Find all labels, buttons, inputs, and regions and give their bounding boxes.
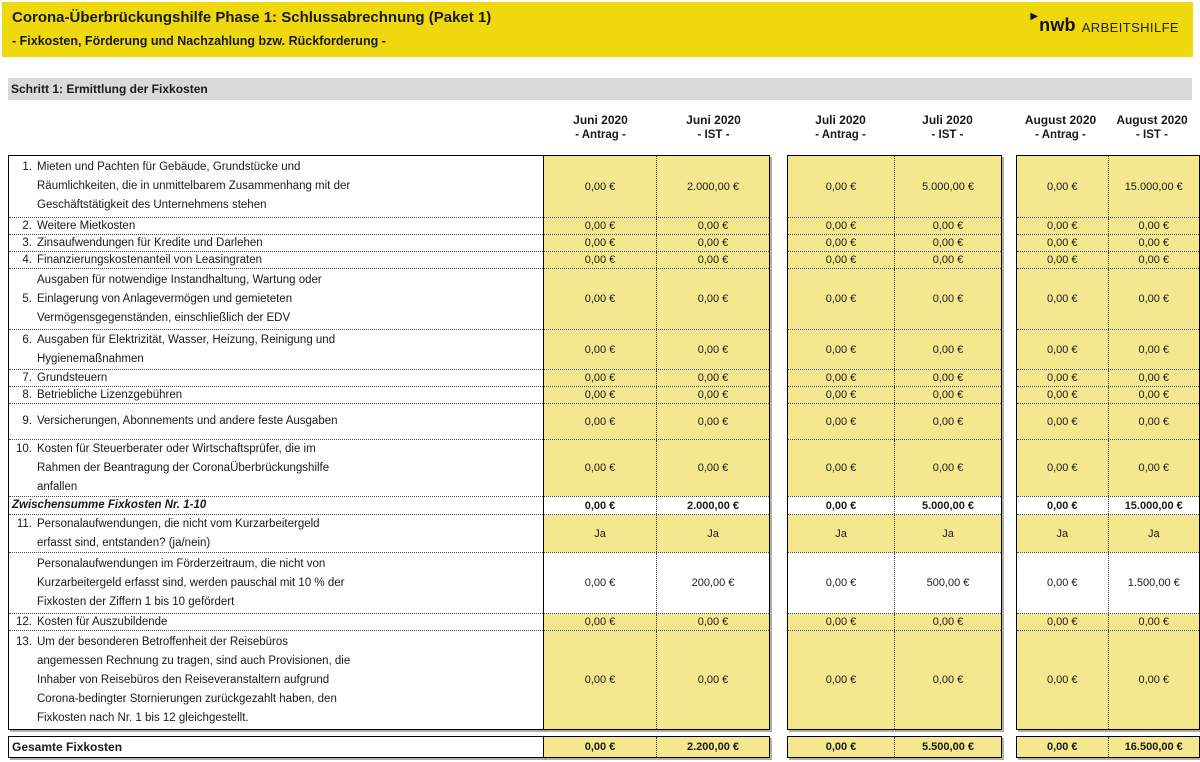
row-label-line — [12, 690, 543, 709]
table-row-values — [544, 553, 769, 614]
table-row-values — [1017, 330, 1199, 370]
row-label-text: Inhaber von Reisebüros den Reiseveranstaltern aufgrund — [37, 673, 330, 686]
value-cell[interactable]: 0,00 € — [788, 269, 895, 329]
total-cell: 5.500,00 € — [922, 741, 974, 753]
value-cell[interactable]: 0,00 € — [788, 330, 895, 369]
value-cell[interactable]: 0,00 € — [657, 218, 769, 234]
column-month: Juni 2020 — [686, 113, 741, 127]
value-cell[interactable]: 0,00 € — [788, 440, 895, 496]
value-cell[interactable]: 0,00 € — [544, 614, 657, 630]
value-cell[interactable]: 0,00 € — [788, 156, 895, 217]
row-number — [12, 652, 32, 671]
total-cell: 0,00 € — [544, 737, 657, 757]
row-label-line — [12, 652, 543, 671]
value-cell: 15.000,00 € — [1109, 497, 1200, 514]
value-cell[interactable]: 0,00 € — [788, 387, 895, 403]
column-sub: - Antrag - — [815, 129, 866, 141]
row-label-text: Rahmen der Beantragung der CoronaÜberbrückungshilfe — [37, 461, 330, 474]
nwb-logo — [1030, 11, 1179, 57]
row-label-line — [12, 555, 543, 574]
value-cell[interactable]: Ja — [1109, 515, 1200, 552]
row-label-text: Betriebliche Lizenzgebühren — [37, 388, 183, 401]
table-row-values — [544, 269, 769, 330]
row-number — [12, 196, 32, 215]
total-label: Gesamte Fixkosten — [8, 736, 544, 758]
row-label-line — [12, 370, 543, 387]
table-row-values — [1017, 370, 1199, 387]
value-cell[interactable]: Ja — [788, 515, 895, 552]
value-cell[interactable]: 2.000,00 € — [657, 156, 769, 217]
table-row-label — [9, 370, 543, 387]
row-label-line — [12, 387, 543, 404]
row-number: 2. — [22, 219, 32, 232]
value-cell: 500,00 € — [895, 553, 1001, 613]
column-month: Juli 2020 — [922, 113, 973, 127]
row-label-line — [12, 290, 543, 309]
row-label-line — [12, 350, 543, 369]
row-label-text: Kosten für Steuerberater oder Wirtschaftsprüfer, die im — [37, 442, 316, 455]
column-month: Juni 2020 — [573, 113, 628, 127]
row-label-text: Finanzierungskostenanteil von Leasingraten — [37, 253, 263, 266]
values-block-august — [1016, 155, 1200, 730]
value-cell[interactable]: 0,00 € — [657, 370, 769, 386]
table-row-values — [788, 440, 1001, 497]
table-row-values — [544, 631, 769, 729]
value-cell[interactable]: 0,00 € — [1017, 252, 1109, 268]
value-cell[interactable]: 0,00 € — [1017, 235, 1109, 251]
table-row-values — [544, 404, 769, 440]
value-cell[interactable]: 0,00 € — [657, 252, 769, 268]
total-values-juni — [543, 736, 770, 758]
column-header-juli-antrag — [787, 113, 894, 146]
value-cell[interactable]: 0,00 € — [544, 440, 657, 496]
row-label-line — [12, 497, 543, 515]
row-label-line — [12, 309, 543, 328]
row-label-line — [12, 440, 543, 459]
row-label-line — [12, 177, 543, 196]
row-number — [12, 574, 32, 593]
title-bar — [2, 2, 1193, 57]
value-cell[interactable]: 0,00 € — [544, 370, 657, 386]
row-label-line — [12, 252, 543, 269]
value-cell[interactable]: 0,00 € — [788, 631, 895, 729]
value-cell[interactable]: 0,00 € — [1017, 614, 1109, 630]
table-row-values — [544, 156, 769, 218]
column-sub: - Antrag - — [1035, 129, 1086, 141]
row-label-line — [12, 515, 543, 534]
row-number — [12, 177, 32, 196]
table-row-values — [1017, 497, 1199, 515]
value-cell[interactable]: 0,00 € — [544, 218, 657, 234]
row-number: 5. — [22, 292, 32, 305]
value-cell[interactable]: Ja — [895, 515, 1001, 552]
row-label-line — [12, 671, 543, 690]
row-label-line — [12, 235, 543, 252]
column-month: Juli 2020 — [815, 113, 866, 127]
value-cell[interactable]: 0,00 € — [1109, 404, 1200, 439]
table-row-values — [544, 235, 769, 252]
row-label-line — [12, 158, 543, 177]
table-row-values — [1017, 515, 1199, 553]
value-cell[interactable]: 0,00 € — [1109, 614, 1200, 630]
column-header-juni-ist — [657, 113, 770, 146]
column-sub: - IST - — [1136, 129, 1168, 141]
row-number — [12, 534, 32, 553]
value-cell[interactable]: 0,00 € — [657, 387, 769, 403]
value-cell[interactable]: 0,00 € — [1017, 631, 1109, 729]
row-label-text: Personalaufwendungen im Förderzeitraum, die nicht von — [37, 557, 326, 570]
total-cell: 0,00 € — [788, 737, 895, 757]
value-cell[interactable]: 0,00 € — [788, 235, 895, 251]
value-cell[interactable]: 0,00 € — [895, 218, 1001, 234]
value-cell[interactable]: 0,00 € — [1109, 440, 1200, 496]
value-cell[interactable]: 0,00 € — [1109, 370, 1200, 386]
value-cell: 5.000,00 € — [895, 497, 1001, 514]
value-cell[interactable]: 0,00 € — [544, 235, 657, 251]
row-label-text: Fixkosten nach Nr. 1 bis 12 gleichgestellt. — [37, 711, 249, 724]
row-label-line — [12, 196, 543, 215]
table-row-values — [788, 497, 1001, 515]
section-header: Schritt 1: Ermittlung der Fixkosten — [8, 78, 1192, 100]
row-number: 1. — [22, 161, 32, 173]
table-row-label — [9, 497, 543, 515]
row-label-text: Fixkosten der Ziffern 1 bis 10 gefördert — [37, 595, 235, 608]
value-cell[interactable]: 0,00 € — [1017, 156, 1109, 217]
row-label-text: Vermögensgegenständen, einschließlich der EDV — [37, 311, 291, 324]
value-cell[interactable]: 0,00 € — [1017, 404, 1109, 439]
value-cell[interactable]: 0,00 € — [1017, 269, 1109, 329]
row-number — [12, 459, 32, 478]
value-cell[interactable]: 0,00 € — [544, 269, 657, 329]
value-cell[interactable]: 0,00 € — [788, 370, 895, 386]
title-lines — [12, 8, 491, 57]
row-label-text: Zwischensumme Fixkosten Nr. 1-10 — [12, 499, 207, 511]
table-row-label — [9, 440, 543, 497]
table-row-values — [1017, 440, 1199, 497]
row-number: 11. — [16, 517, 32, 530]
row-label-line — [12, 459, 543, 478]
value-cell[interactable]: 0,00 € — [895, 370, 1001, 386]
table-row-values — [788, 235, 1001, 252]
value-cell: 0,00 € — [1017, 553, 1109, 613]
row-label-text: Um der besonderen Betroffenheit der Reisebüros — [37, 635, 289, 648]
value-cell[interactable]: 0,00 € — [1109, 269, 1200, 329]
value-cell[interactable]: 0,00 € — [1109, 235, 1200, 251]
table-row-label — [9, 515, 543, 553]
row-label-text: Personalaufwendungen, die nicht vom Kurzarbeitergeld — [37, 517, 320, 530]
row-label-text: erfasst sind, entstanden? (ja/nein) — [37, 536, 211, 549]
row-label-text: angemessen Rechnung zu tragen, sind auch Provisionen, die — [37, 654, 351, 667]
value-cell[interactable]: 0,00 € — [544, 156, 657, 217]
table-row-values — [1017, 235, 1199, 252]
table-row-label — [9, 252, 543, 269]
row-number: 7. — [22, 371, 32, 384]
row-number: 10. — [16, 442, 32, 455]
row-label-text: Hygienemaßnahmen — [37, 352, 144, 365]
table-row-label — [9, 614, 543, 631]
value-cell[interactable]: 0,00 € — [788, 218, 895, 234]
column-header-august-antrag — [1015, 113, 1106, 146]
row-label-text: Corona-bedingter Stornierungen zurückgezahlt haben, den — [37, 692, 337, 705]
value-cell: 200,00 € — [657, 553, 769, 613]
row-number — [12, 478, 32, 497]
row-label-text: Räumlichkeiten, die in unmittelbarem Zusammenhang mit der — [37, 180, 351, 192]
value-cell: 2.000,00 € — [657, 497, 769, 514]
value-cell[interactable]: 0,00 € — [788, 252, 895, 268]
column-header-august-ist — [1106, 113, 1198, 146]
row-label-text: Ausgaben für Elektrizität, Wasser, Heizung, Reinigung und — [37, 333, 336, 346]
value-cell[interactable]: 0,00 € — [1017, 330, 1109, 369]
value-cell[interactable]: 0,00 € — [895, 631, 1001, 729]
table-row-label — [9, 218, 543, 235]
table-row-values — [1017, 252, 1199, 269]
value-cell[interactable]: 0,00 € — [788, 404, 895, 439]
total-cell: 16.500,00 € — [1124, 741, 1183, 753]
row-label-line — [12, 534, 543, 553]
row-number: 6. — [22, 333, 32, 346]
table-row-values — [788, 404, 1001, 440]
column-month: August 2020 — [1116, 113, 1188, 127]
column-header-juli-ist — [894, 113, 1001, 146]
table-row-values — [1017, 404, 1199, 440]
row-label-line — [12, 331, 543, 350]
value-cell[interactable]: 0,00 € — [895, 269, 1001, 329]
row-number: 12. — [16, 615, 32, 628]
table-row-label — [9, 235, 543, 252]
value-cell[interactable]: 0,00 € — [1017, 440, 1109, 496]
table-row-label — [9, 269, 543, 330]
table-row-values — [1017, 156, 1199, 218]
value-cell[interactable]: 0,00 € — [895, 387, 1001, 403]
table-row-values — [1017, 387, 1199, 404]
values-block-juni — [543, 155, 770, 730]
table-row-values — [788, 631, 1001, 729]
row-label-text: Mieten und Pachten für Gebäude, Grundstücke und — [37, 161, 301, 173]
table-row-values — [788, 330, 1001, 370]
row-label-text: Zinsaufwendungen für Kredite und Darlehen — [37, 236, 263, 249]
value-cell[interactable]: 0,00 € — [657, 631, 769, 729]
value-cell[interactable]: 0,00 € — [895, 235, 1001, 251]
value-cell[interactable]: 0,00 € — [657, 404, 769, 439]
value-cell: 0,00 € — [1017, 497, 1109, 514]
value-cell[interactable]: 0,00 € — [544, 387, 657, 403]
value-cell[interactable]: 0,00 € — [544, 404, 657, 439]
row-label-line — [12, 709, 543, 728]
value-cell[interactable]: 0,00 € — [544, 631, 657, 729]
row-label-line — [12, 271, 543, 290]
row-label-text: anfallen — [37, 480, 78, 493]
value-cell[interactable]: 0,00 € — [657, 269, 769, 329]
table-row-values — [788, 553, 1001, 614]
value-cell[interactable]: 0,00 € — [895, 440, 1001, 496]
row-number: 4. — [22, 253, 32, 266]
column-sub: - IST - — [931, 129, 964, 141]
row-number — [12, 671, 32, 690]
label-column-block — [8, 155, 544, 730]
total-cell: 0,00 € — [1017, 737, 1109, 757]
table-row-values — [1017, 269, 1199, 330]
value-cell[interactable]: 0,00 € — [895, 614, 1001, 630]
value-cell: 0,00 € — [544, 497, 657, 514]
row-number — [12, 555, 32, 574]
table-row-values — [1017, 553, 1199, 614]
table-row-label — [9, 631, 543, 729]
table-row-values — [788, 269, 1001, 330]
total-row — [8, 736, 1200, 758]
value-cell: 0,00 € — [544, 553, 657, 613]
total-values-august — [1016, 736, 1200, 758]
row-number — [12, 271, 32, 290]
table-row-values — [1017, 614, 1199, 631]
value-cell[interactable]: 0,00 € — [544, 252, 657, 268]
table-row-values — [788, 370, 1001, 387]
row-number — [12, 593, 32, 612]
value-cell[interactable]: 0,00 € — [788, 614, 895, 630]
table-row-values — [544, 252, 769, 269]
value-cell[interactable]: 0,00 € — [1017, 218, 1109, 234]
page-title: Corona-Überbrückungshilfe Phase 1: Schlussabrechnung (Paket 1) — [12, 9, 492, 26]
value-cell[interactable]: 0,00 € — [544, 330, 657, 369]
values-block-juli — [787, 155, 1002, 730]
row-number — [12, 690, 32, 709]
table-row-values — [544, 370, 769, 387]
row-label-text: Grundsteuern — [37, 371, 108, 384]
value-cell[interactable]: 0,00 € — [1109, 631, 1200, 729]
table-row-values — [544, 614, 769, 631]
logo-suffix: ARBEITSHILFE — [1081, 20, 1179, 35]
row-label-line — [12, 593, 543, 612]
value-cell[interactable]: 0,00 € — [895, 404, 1001, 439]
table-row-values — [1017, 218, 1199, 235]
value-cell[interactable]: 0,00 € — [1109, 252, 1200, 268]
column-month: August 2020 — [1024, 113, 1097, 127]
fixkosten-table — [8, 155, 1200, 730]
row-label-text: Einlagerung von Anlagevermögen und gemieteten — [37, 292, 293, 305]
triangle-icon: ▶ — [1030, 11, 1039, 22]
table-row-values — [544, 330, 769, 370]
table-row-values — [544, 387, 769, 404]
row-label-line — [12, 478, 543, 497]
value-cell[interactable]: 0,00 € — [1109, 387, 1200, 403]
value-cell[interactable]: 0,00 € — [1109, 330, 1200, 369]
value-cell[interactable]: 15.000,00 € — [1109, 156, 1200, 217]
value-cell[interactable]: 0,00 € — [657, 614, 769, 630]
row-number — [12, 309, 32, 328]
value-cell[interactable]: 0,00 € — [657, 440, 769, 496]
total-cell: 2.200,00 € — [687, 741, 739, 753]
table-row-values — [544, 497, 769, 515]
row-label-text: Versicherungen, Abonnements und andere feste Ausgaben — [37, 415, 338, 427]
row-number: 3. — [22, 236, 32, 249]
value-cell: 0,00 € — [788, 497, 895, 514]
table-row-values — [544, 218, 769, 235]
row-label-line — [12, 614, 543, 631]
row-label-line — [12, 218, 543, 235]
logo-brand: nwb — [1039, 15, 1076, 35]
value-cell: 0,00 € — [788, 553, 895, 613]
table-row-values — [544, 440, 769, 497]
page-subtitle: - Fixkosten, Förderung und Nachzahlung bzw. Rückforderung - — [12, 34, 386, 48]
table-row-label — [9, 330, 543, 370]
value-cell[interactable]: 0,00 € — [1017, 387, 1109, 403]
row-label-line — [12, 574, 543, 593]
value-cell[interactable]: 0,00 € — [657, 330, 769, 369]
value-cell[interactable]: Ja — [1017, 515, 1109, 552]
row-number — [12, 350, 32, 369]
table-row-values — [544, 515, 769, 553]
table-row-values — [788, 614, 1001, 631]
value-cell[interactable]: Ja — [544, 515, 657, 552]
column-sub: - IST - — [697, 129, 730, 141]
table-row-label — [9, 553, 543, 614]
table-row-values — [788, 387, 1001, 404]
value-cell[interactable]: 0,00 € — [1109, 218, 1200, 234]
table-row-label — [9, 156, 543, 218]
table-row-label — [9, 387, 543, 404]
value-cell[interactable]: 0,00 € — [1017, 370, 1109, 386]
row-label-line — [12, 412, 543, 431]
table-row-values — [788, 252, 1001, 269]
row-number — [12, 709, 32, 728]
row-number: 9. — [22, 415, 32, 427]
row-label-text: Kurzarbeitergeld erfasst sind, werden pauschal mit 10 % der — [37, 576, 345, 589]
table-row-values — [788, 515, 1001, 553]
row-number: 8. — [22, 388, 32, 401]
value-cell[interactable]: 5.000,00 € — [895, 156, 1001, 217]
value-cell[interactable]: 0,00 € — [895, 252, 1001, 268]
row-label-text: Geschäftstätigkeit des Unternehmens stehen — [37, 199, 267, 211]
value-cell[interactable]: 0,00 € — [895, 330, 1001, 369]
table-row-values — [788, 218, 1001, 235]
column-headers — [8, 113, 1198, 146]
table-row-values — [788, 156, 1001, 218]
total-values-juli — [787, 736, 1002, 758]
value-cell[interactable]: Ja — [657, 515, 769, 552]
value-cell[interactable]: 0,00 € — [657, 235, 769, 251]
value-cell: 1.500,00 € — [1109, 553, 1200, 613]
column-header-juni-antrag — [544, 113, 657, 146]
table-row-label — [9, 404, 543, 440]
row-number: 13. — [16, 635, 32, 648]
row-label-text: Weitere Mietkosten — [37, 219, 136, 232]
row-label-line — [12, 633, 543, 652]
row-label-text: Kosten für Auszubildende — [37, 615, 168, 628]
table-row-values — [1017, 631, 1199, 729]
row-label-text: Ausgaben für notwendige Instandhaltung, Wartung oder — [37, 273, 322, 286]
column-sub: - Antrag - — [575, 129, 626, 141]
